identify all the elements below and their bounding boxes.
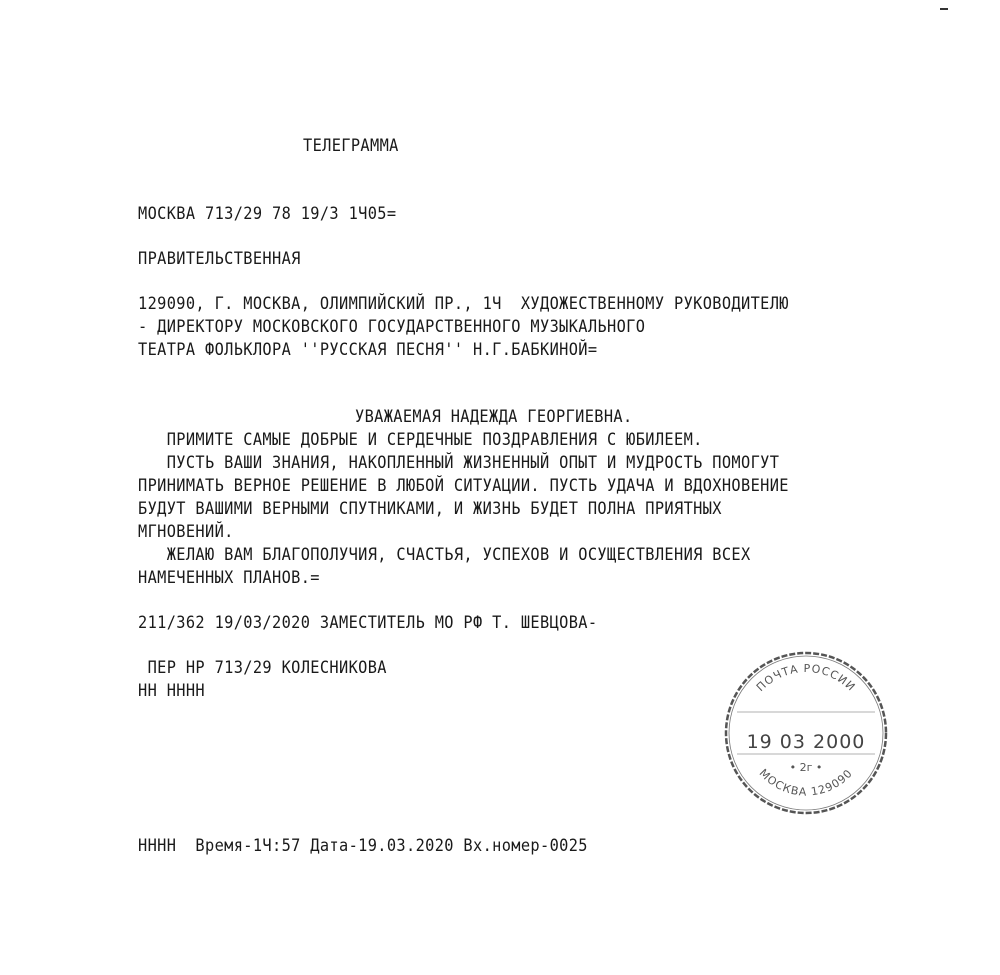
stamp-top-text: ПОЧТА РОССИИ <box>753 661 859 695</box>
body-line-2: ПУСТЬ ВАШИ ЗНАНИЯ, НАКОПЛЕННЫЙ ЖИЗНЕННЫЙ ОПЫТ И МУДРОСТЬ ПОМОГУТ <box>138 453 780 473</box>
footer-line: НННН Время-1Ч:57 Дата-19.03.2020 Вх.номер-0025 <box>138 836 588 856</box>
stamp-code: • 2г • <box>789 761 823 774</box>
scan-mark <box>940 8 948 10</box>
transfer-line-1: ПЕР НР 713/29 КОЛЕСНИКОВА <box>138 658 387 678</box>
telegram-title: ТЕЛЕГРАММА <box>303 136 399 156</box>
body-line-3: ПРИНИМАТЬ ВЕРНОЕ РЕШЕНИЕ В ЛЮБОЙ СИТУАЦИИ. ПУСТЬ УДАЧА И ВДОХНОВЕНИЕ <box>138 476 789 496</box>
body-line-4: БУДУТ ВАШИМИ ВЕРНЫМИ СПУТНИКАМИ, И ЖИЗНЬ БУДЕТ ПОЛНА ПРИЯТНЫХ <box>138 499 722 519</box>
address-line-1: 129090, Г. МОСКВА, ОЛИМПИЙСКИЙ ПР., 1Ч ХУДОЖЕСТВЕННОМУ РУКОВОДИТЕЛЮ <box>138 294 789 314</box>
transfer-line-2: НН НННН <box>138 681 206 701</box>
greeting-line: УВАЖАЕМАЯ НАДЕЖДА ГЕОРГИЕВНА. <box>355 407 633 427</box>
stamp-bottom-text: МОСКВА 129090 <box>756 766 856 799</box>
postal-stamp <box>723 650 889 816</box>
signature-line: 211/362 19/03/2020 ЗАМЕСТИТЕЛЬ МО РФ Т. ШЕВЦОВА- <box>138 613 598 633</box>
body-line-1: ПРИМИТЕ САМЫЕ ДОБРЫЕ И СЕРДЕЧНЫЕ ПОЗДРАВЛЕНИЯ С ЮБИЛЕЕМ. <box>138 430 703 450</box>
body-line-5: МГНОВЕНИЙ. <box>138 522 234 542</box>
stamp-date: 19 03 2000 <box>746 731 866 753</box>
header-line: МОСКВА 713/29 78 19/3 1Ч05= <box>138 204 397 224</box>
body-line-7: НАМЕЧЕННЫХ ПЛАНОВ.= <box>138 568 320 588</box>
postal-stamp-graphic <box>723 650 889 816</box>
category-line: ПРАВИТЕЛЬСТВЕННАЯ <box>138 249 301 269</box>
address-line-2: - ДИРЕКТОРУ МОСКОВСКОГО ГОСУДАРСТВЕННОГО МУЗЫКАЛЬНОГО <box>138 317 646 337</box>
body-line-6: ЖЕЛАЮ ВАМ БЛАГОПОЛУЧИЯ, СЧАСТЬЯ, УСПЕХОВ И ОСУЩЕСТВЛЕНИЯ ВСЕХ <box>138 545 751 565</box>
address-line-3: ТЕАТРА ФОЛЬКЛОРА ''РУССКАЯ ПЕСНЯ'' Н.Г.БАБКИНОЙ= <box>138 340 598 360</box>
